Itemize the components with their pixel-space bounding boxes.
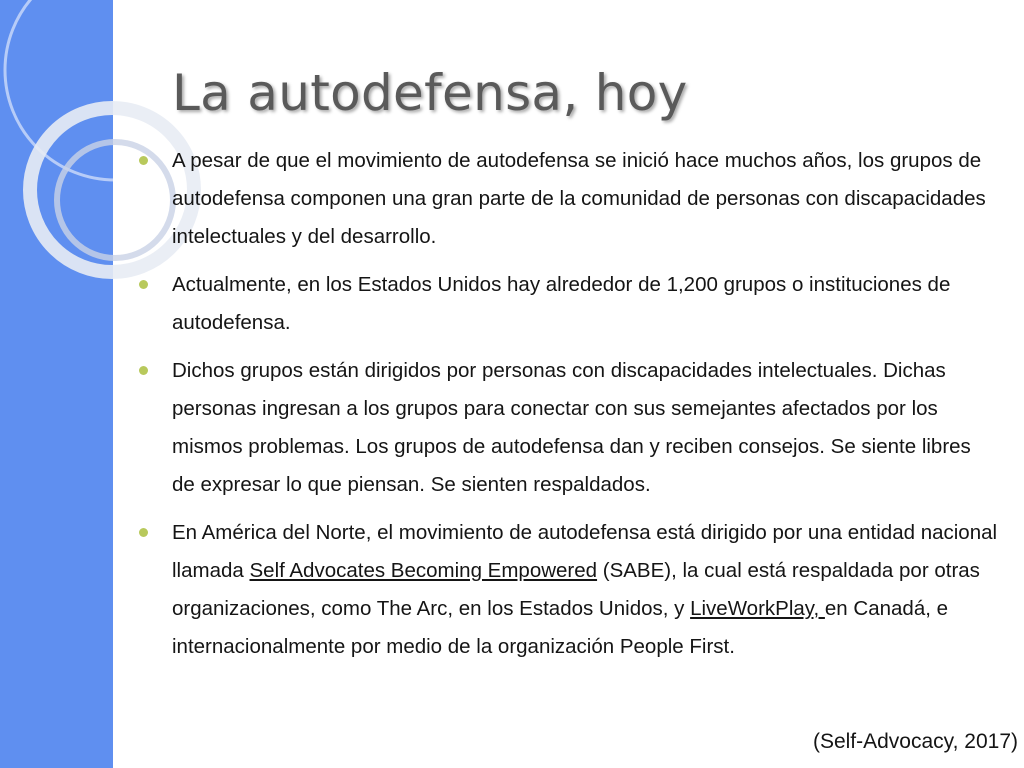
bullet-text-part: En América del Norte, el movimiento de autodefensa está dirigido por una entidad nacional llamada (172, 521, 998, 582)
liveworkplay-link[interactable]: LiveWorkPlay, (690, 597, 825, 620)
bullet-dot-icon (139, 366, 148, 375)
bullet-dot-icon (139, 280, 148, 289)
bullet-text-part: en Canadá, e internacionalmente por medio de la organización People First. (172, 597, 949, 658)
bullet-dot-icon (139, 528, 148, 537)
bullet-item (137, 142, 999, 256)
sabe-link[interactable]: Self Advocates Becoming Empowered (249, 559, 598, 582)
citation: (Self-Advocacy, 2017) (812, 730, 1018, 753)
bullet-item (137, 514, 999, 666)
sidebar-band (0, 0, 113, 768)
bullet-text-part: (SABE), la cual está respaldada por otras organizaciones, como The Arc, en los Estados Unidos, y (172, 559, 980, 620)
bullet-text: Actualmente, en los Estados Unidos hay alrededor de 1,200 grupos o instituciones de autodefensa. (172, 273, 951, 334)
bullet-item (137, 266, 999, 342)
slide-title: La autodefensa, hoy (172, 64, 688, 122)
bullet-list (137, 142, 999, 676)
bullet-text: A pesar de que el movimiento de autodefensa se inició hace muchos años, los grupos de autodefensa componen una gran parte de la comunidad de personas con discapacidades intelectuales y del desarrollo. (172, 149, 986, 248)
bullet-dot-icon (139, 156, 148, 165)
bullet-text: Dichos grupos están dirigidos por personas con discapacidades intelectuales. Dichas personas ingresan a los grupos para conectar con sus semejantes afectados por los mismos problemas. Los grupos de autodefensa dan y reciben consejos. Se siente libres de expresar lo que piensan. Se sienten respaldados. (172, 359, 971, 496)
bullet-item (137, 352, 999, 504)
